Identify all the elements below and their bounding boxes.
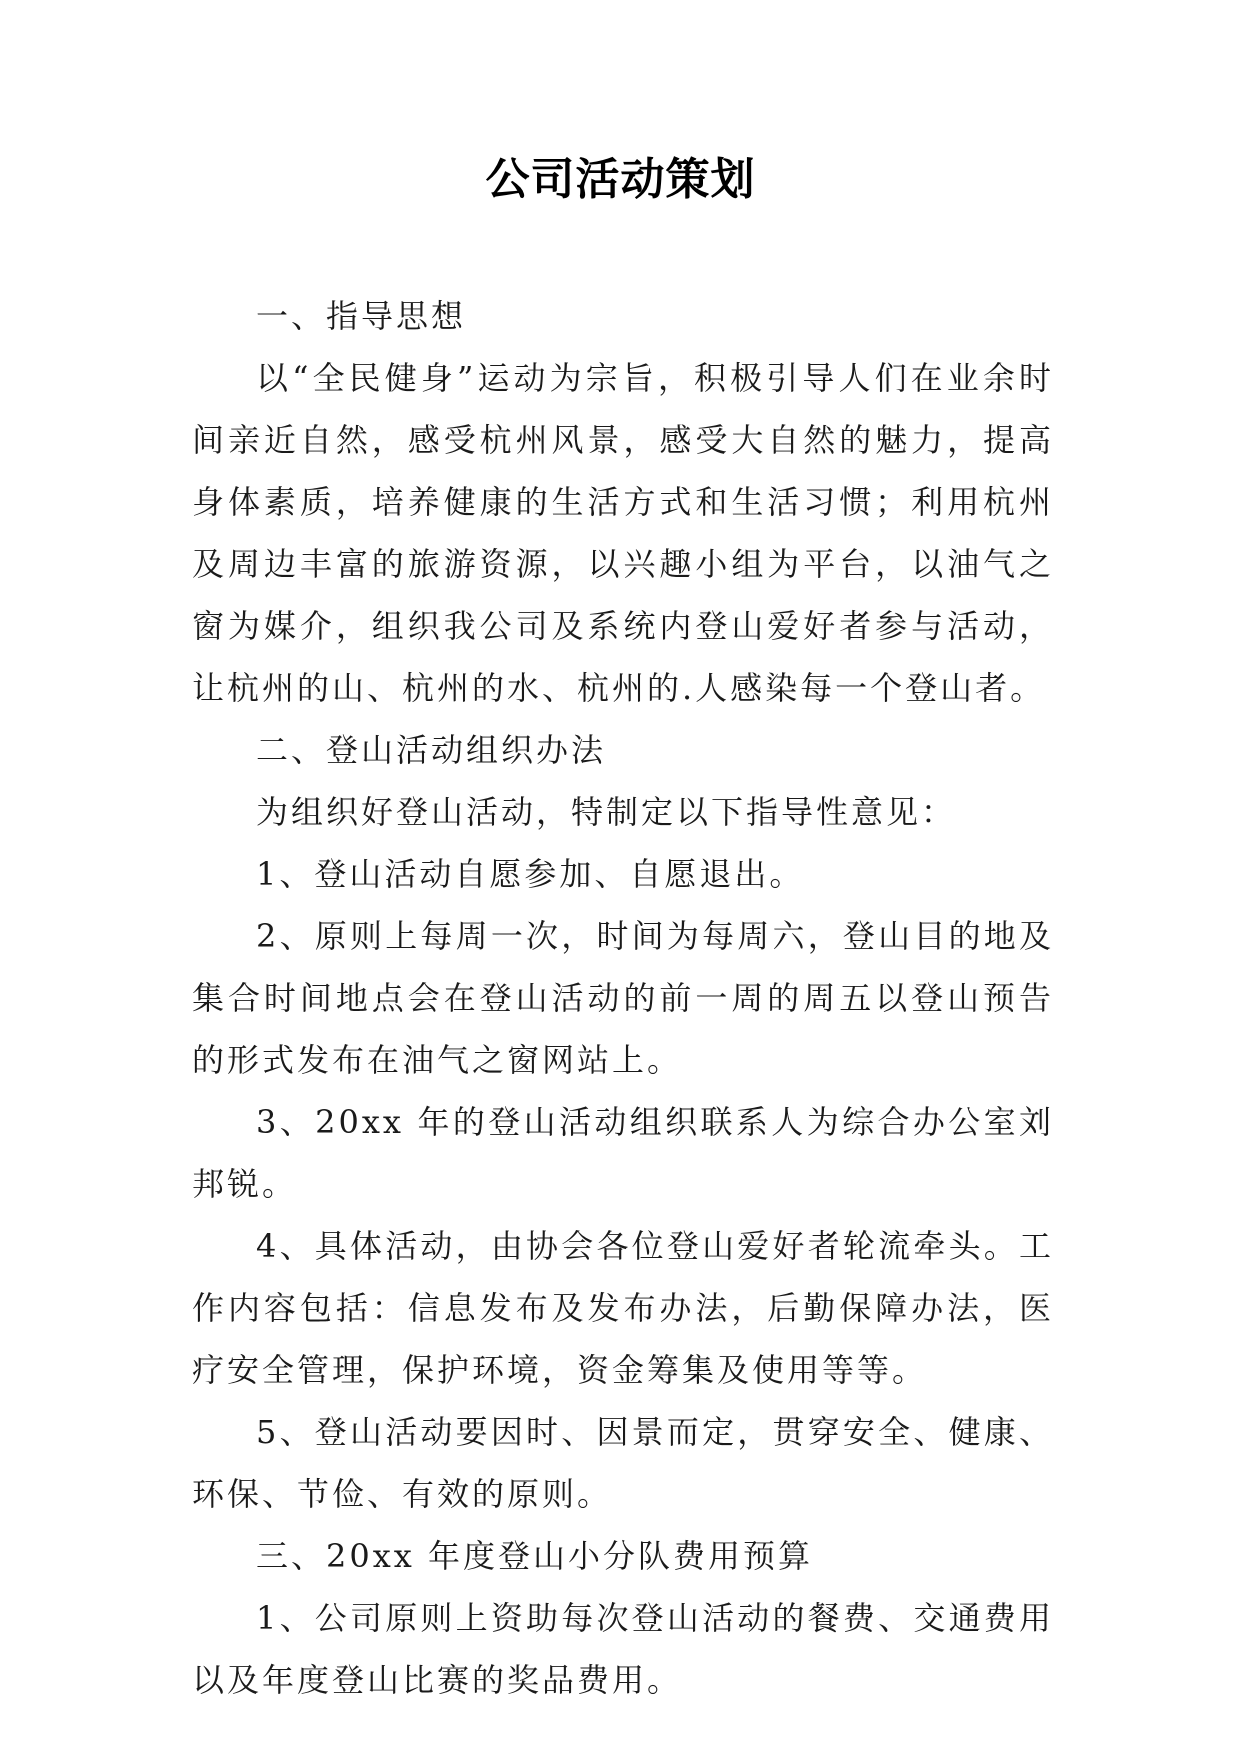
paragraph-guiding-ideology: 以“全民健身”运动为宗旨，积极引导人们在业余时间亲近自然，感受杭州风景，感受大自然的魅力，提高身体素质，培养健康的生活方式和生活习惯；利用杭州及周边丰富的旅游资源，以兴趣小组为平台，以油气之窗为媒介，组织我公司及系统内登山爱好者参与活动，让杭州的山、杭州的水、杭州的.人感染每一个登山者。	[192, 359, 1054, 707]
list-item-2: 2、原则上每周一次，时间为每周六，登山目的地及集合时间地点会在登山活动的前一周的周五以登山预告的形式发布在油气之窗网站上。	[192, 917, 1054, 1079]
list-item-1: 1、登山活动自愿参加、自愿退出。	[256, 855, 805, 893]
section-heading-budget: 三、20xx 年度登山小分队费用预算	[256, 1537, 813, 1575]
paragraph-intro: 为组织好登山活动，特制定以下指导性意见：	[256, 793, 957, 831]
document-title: 公司活动策划	[485, 154, 756, 205]
section-heading-organization-method: 二、登山活动组织办法	[256, 731, 607, 769]
budget-item-1: 1、公司原则上资助每次登山活动的餐费、交通费用以及年度登山比赛的奖品费用。	[192, 1599, 1054, 1699]
list-item-4: 4、具体活动，由协会各位登山爱好者轮流牵头。工作内容包括：信息发布及发布办法，后勤保障办法，医疗安全管理，保护环境，资金筹集及使用等等。	[192, 1227, 1054, 1389]
section-heading-guiding-ideology: 一、指导思想	[256, 297, 467, 335]
list-item-3: 3、20xx 年的登山活动组织联系人为综合办公室刘邦锐。	[192, 1103, 1054, 1203]
list-item-5: 5、登山活动要因时、因景而定，贯穿安全、健康、环保、节俭、有效的原则。	[192, 1413, 1054, 1513]
document-body	[192, 285, 1054, 1711]
